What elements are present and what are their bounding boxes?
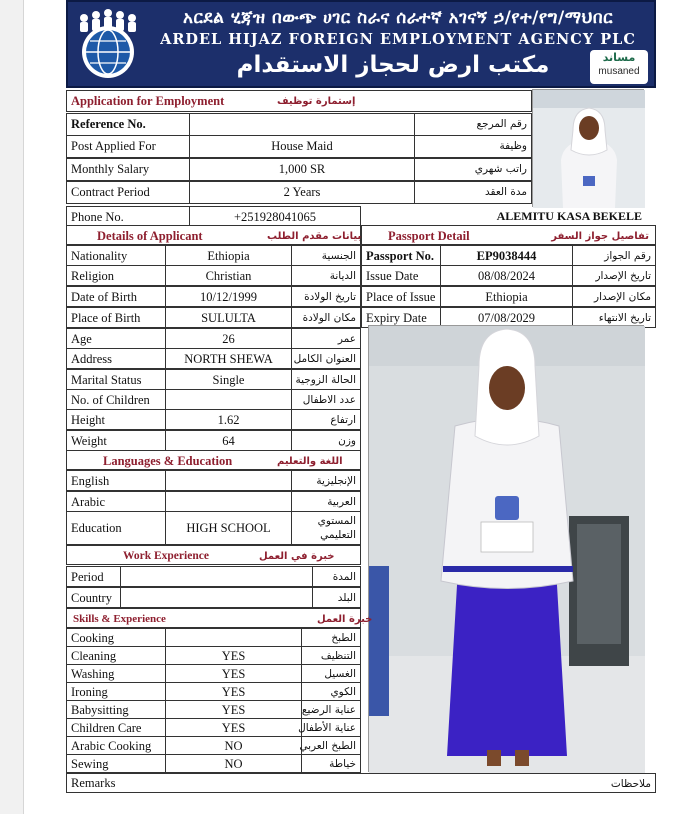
expiry-date-label: Expiry Date	[361, 307, 441, 328]
banner-arabic-name: مكتب ارض لحجاز الاستقدام	[236, 52, 550, 78]
expiry-date-label-ar: تاريخ الانتهاء	[572, 307, 656, 328]
education-label-ar-line2: التعليمي	[320, 529, 356, 541]
left-gutter	[0, 0, 24, 814]
table-row-label: Children Care	[66, 718, 166, 737]
languages-title-ar: اللغة والتعليم	[277, 456, 343, 467]
languages-title: Languages & Education	[103, 454, 233, 468]
issue-date-label: Issue Date	[361, 265, 441, 286]
table-row-label-ar: الحالة الزوجية	[291, 369, 361, 390]
table-row-label-ar: وزن	[291, 430, 361, 451]
issue-date-label-ar: تاريخ الإصدار	[572, 265, 656, 286]
table-row-label-ar: العنوان الكامل	[291, 348, 361, 369]
table-row-label: Arabic Cooking	[66, 736, 166, 755]
languages-section-title	[66, 450, 361, 470]
table-row-label-ar: الجنسية	[291, 245, 361, 266]
applicant-section-title	[66, 225, 361, 245]
applicant-title: Details of Applicant	[97, 229, 203, 243]
applicant-full-body-photo	[368, 325, 644, 772]
place-of-issue-label: Place of Issue	[361, 286, 441, 307]
education-label-ar-line1: المستوي	[317, 515, 356, 527]
table-row-label: Age	[66, 328, 166, 349]
table-row-label-ar: خياطة	[301, 754, 361, 773]
musaned-logo-english: musaned	[598, 66, 640, 77]
salary-label: Monthly Salary	[66, 158, 190, 181]
applicant-full-name: ALEMITU KASA BEKELE	[496, 209, 642, 223]
table-row-value: NORTH SHEWA	[165, 348, 292, 369]
table-row-label: Babysitting	[66, 700, 166, 719]
skills-title: Skills & Experience	[73, 613, 166, 625]
english-label-ar: الإنجليزية	[291, 470, 361, 491]
remarks-label-ar: ملاحظات	[610, 778, 651, 790]
table-row-value: 10/12/1999	[165, 286, 292, 307]
application-title: Application for Employment	[71, 94, 225, 108]
place-of-issue-value: Ethiopia	[440, 286, 573, 307]
arabic-value	[165, 491, 292, 512]
contract-value: 2 Years	[189, 181, 415, 204]
work-section-title	[66, 545, 361, 565]
applicant-title-ar: بيانات مقدم الطلب	[267, 231, 362, 242]
english-value	[165, 470, 292, 491]
banner-english-name: ARDEL HIJAZ FOREIGN EMPLOYMENT AGENCY PLC	[160, 31, 636, 48]
passport-title: Passport Detail	[388, 229, 470, 243]
application-title-ar: إستمارة توظيف	[277, 96, 356, 107]
education-value: HIGH SCHOOL	[165, 511, 292, 545]
table-row-label-ar: عدد الاطفال	[291, 389, 361, 410]
passport-no-label: Passport No.	[361, 245, 441, 266]
period-value	[120, 566, 313, 587]
place-of-issue-label-ar: مكان الإصدار	[572, 286, 656, 307]
phone-value: +251928041065	[189, 206, 361, 226]
banner-amharic-name: አርደል ሂጃዝ በውጭ ሀገር ስራና ሰራተኛ አገናኝ ኃ/የተ/የግ/ማህበር	[183, 8, 613, 28]
contract-label-ar: مدة العقد	[414, 181, 532, 204]
table-row-label-ar: الكوي	[301, 682, 361, 701]
table-row-value: Christian	[165, 265, 292, 286]
table-row-label: Address	[66, 348, 166, 369]
applicant-portrait-photo	[532, 89, 644, 207]
country-value	[120, 587, 313, 608]
table-row-label-ar: تاريخ الولادة	[291, 286, 361, 307]
table-row-value: NO	[165, 736, 302, 755]
table-row-label-ar: ارتفاع	[291, 409, 361, 430]
table-row-value: YES	[165, 682, 302, 701]
table-row-label: Washing	[66, 664, 166, 683]
table-row-value: 26	[165, 328, 292, 349]
arabic-label: Arabic	[66, 491, 166, 512]
table-row-label: Nationality	[66, 245, 166, 266]
table-row-label-ar: الديانة	[291, 265, 361, 286]
country-label-ar: البلد	[312, 587, 361, 608]
english-label: English	[66, 470, 166, 491]
passport-title-ar: تفاصيل جواز السفر	[551, 231, 649, 242]
table-row-label: Height	[66, 409, 166, 430]
period-label-ar: المدة	[312, 566, 361, 587]
table-row-label: Weight	[66, 430, 166, 451]
education-label: Education	[66, 511, 166, 545]
passport-no-label-ar: رقم الجواز	[572, 245, 656, 266]
table-row-value: Ethiopia	[165, 245, 292, 266]
work-title-ar: خبرة في العمل	[259, 551, 335, 562]
musaned-logo	[590, 50, 648, 84]
table-row-label-ar: مكان الولادة	[291, 307, 361, 328]
skills-section-title	[66, 608, 373, 628]
table-row-label-ar: الطبخ	[301, 628, 361, 647]
table-row-value: NO	[165, 754, 302, 773]
expiry-date-value: 07/08/2029	[440, 307, 573, 328]
remarks-label: Remarks	[71, 776, 116, 790]
remarks-row	[66, 773, 656, 793]
education-label-ar	[291, 511, 361, 545]
table-row-label-ar: عمر	[291, 328, 361, 349]
table-row-label-ar: الطبخ العربي	[301, 736, 361, 755]
table-row-value: Single	[165, 369, 292, 390]
table-row-value: SULULTA	[165, 307, 292, 328]
table-row-label: Cooking	[66, 628, 166, 647]
table-row-value: 64	[165, 430, 292, 451]
table-row-value	[165, 389, 292, 410]
table-row-label: Religion	[66, 265, 166, 286]
post-value: House Maid	[189, 135, 415, 158]
period-label: Period	[66, 566, 121, 587]
post-label: Post Applied For	[66, 135, 190, 158]
skills-title-ar: خبرة العمل	[317, 614, 373, 625]
table-row-value: YES	[165, 700, 302, 719]
arabic-label-ar: العربية	[291, 491, 361, 512]
musaned-logo-arabic: مساند	[602, 51, 636, 64]
table-row-label-ar: الغسيل	[301, 664, 361, 683]
post-label-ar: وظيفة	[414, 135, 532, 158]
table-row-label: Cleaning	[66, 646, 166, 665]
phone-label: Phone No.	[66, 206, 190, 226]
agency-logo-icon	[72, 8, 144, 82]
table-row-label-ar: عناية الأطفال	[301, 718, 361, 737]
application-section-title	[66, 90, 532, 112]
reference-label-ar: رقم المرجع	[414, 113, 532, 136]
reference-label: Reference No.	[66, 113, 190, 136]
table-row-value: YES	[165, 646, 302, 665]
agency-banner	[66, 0, 656, 88]
table-row-label: Place of Birth	[66, 307, 166, 328]
passport-no-value: EP9038444	[440, 245, 573, 266]
table-row-label: Ironing	[66, 682, 166, 701]
table-row-label: No. of Children	[66, 389, 166, 410]
reference-value	[189, 113, 415, 136]
salary-label-ar: راتب شهري	[414, 158, 532, 181]
work-title: Work Experience	[123, 550, 209, 562]
passport-section-title	[361, 225, 656, 245]
table-row-label-ar: عناية الرضيع	[301, 700, 361, 719]
table-row-label-ar: التنظيف	[301, 646, 361, 665]
issue-date-value: 08/08/2024	[440, 265, 573, 286]
table-row-value	[165, 628, 302, 647]
country-label: Country	[66, 587, 121, 608]
table-row-label: Date of Birth	[66, 286, 166, 307]
salary-value: 1,000 SR	[189, 158, 415, 181]
table-row-label: Sewing	[66, 754, 166, 773]
table-row-label: Marital Status	[66, 369, 166, 390]
table-row-value: YES	[165, 664, 302, 683]
contract-label: Contract Period	[66, 181, 190, 204]
table-row-value: YES	[165, 718, 302, 737]
table-row-value: 1.62	[165, 409, 292, 430]
